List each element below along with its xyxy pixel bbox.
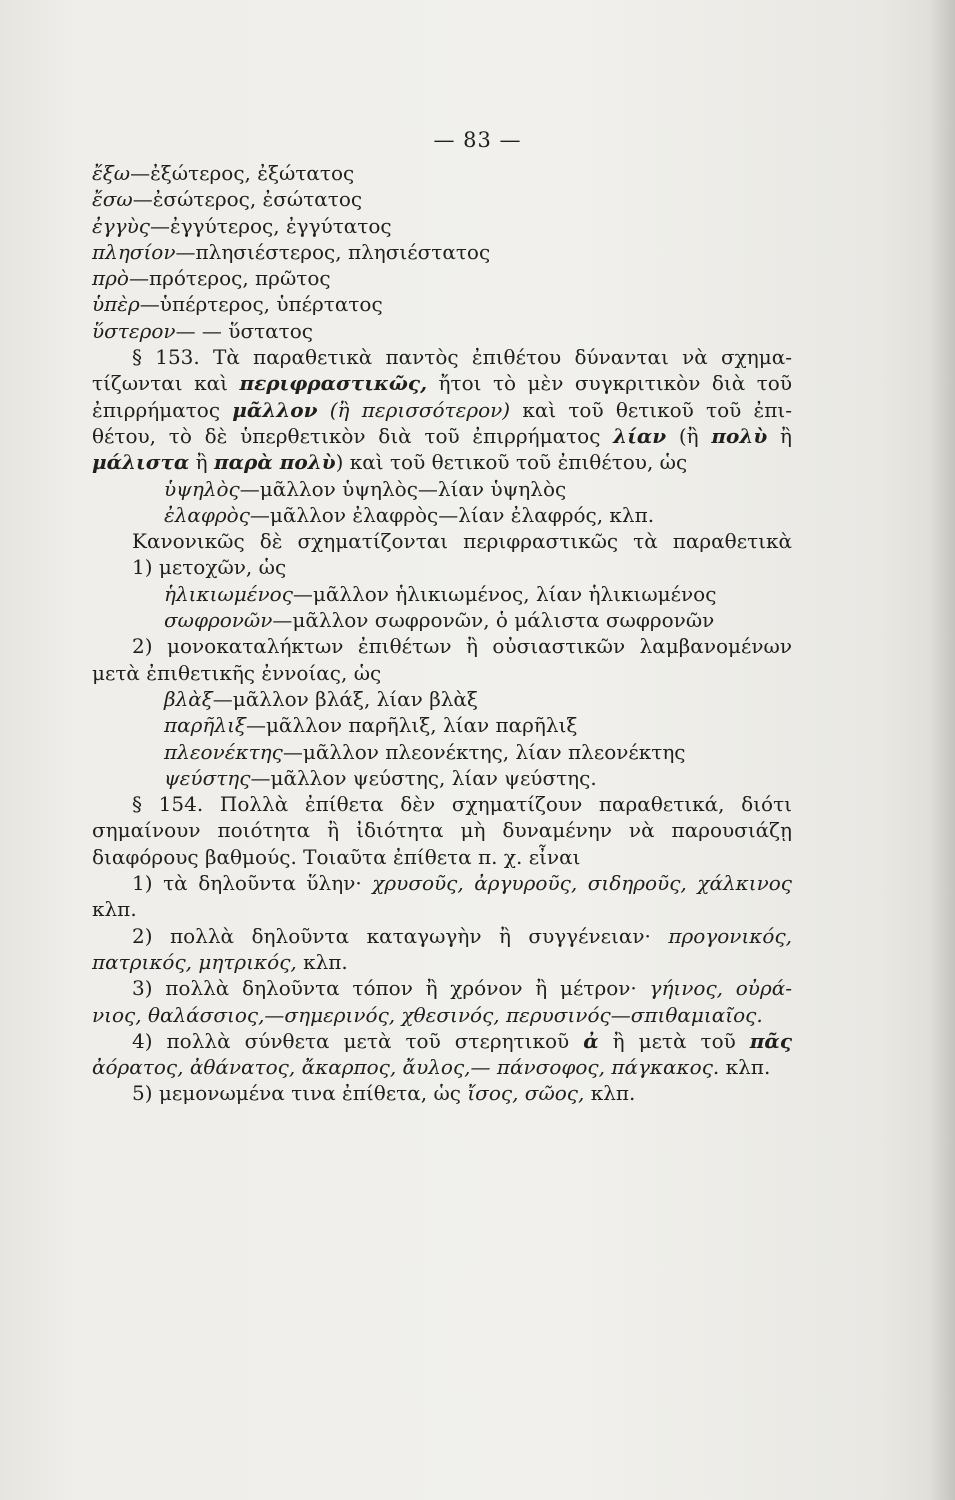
text-line [92, 949, 792, 975]
italic-word: ἴσος, σῶος, [467, 1081, 585, 1106]
text-line [92, 1080, 792, 1106]
text-line [92, 975, 792, 1001]
text-segment: ἢ μετὰ τοῦ [598, 1028, 750, 1053]
text-segment: —μᾶλλον σωφρονῶν, ὁ μάλιστα σωφρονῶν [272, 608, 715, 633]
text-line [92, 528, 792, 554]
bold-term: πᾶς [749, 1028, 793, 1053]
text-segment: —πρότερος, πρῶτος [128, 266, 331, 291]
italic-word: βλὰξ [164, 686, 213, 711]
text-segment: —μᾶλλον ἐλαφρὸς—λίαν ἐλαφρός, κλπ. [249, 502, 655, 527]
bold-term: μάλιστα [92, 450, 190, 475]
text-line [92, 633, 792, 659]
italic-word: ἔσω [92, 187, 133, 212]
text-line [92, 186, 792, 212]
text-segment: —μᾶλλον πλεονέκτης, λίαν πλεονέκτης [282, 739, 686, 764]
text-line [92, 423, 792, 449]
bold-term: ἀ [583, 1028, 599, 1053]
text-segment: —μᾶλλον ψεύστης, λίαν ψεύστης. [250, 765, 597, 790]
text-line [92, 712, 792, 738]
text-segment: τίζωνται καὶ [92, 371, 240, 396]
text-segment: Κανονικῶς δὲ σχηματίζονται περιφραστικῶς τὰ παραθετικὰ [132, 529, 792, 554]
text-segment: — — ὕστατος [175, 318, 313, 343]
text-line [92, 896, 792, 922]
italic-word: ἡλικιωμένος [164, 581, 293, 606]
text-line [92, 476, 792, 502]
text-segment: § 153. Τὰ παραθετικὰ παντὸς ἐπιθέτου δύνανται νὰ σχημα- [132, 345, 792, 370]
text-line [92, 607, 792, 633]
text-line [92, 660, 792, 686]
text-segment: κλπ. [719, 1055, 771, 1080]
italic-word: προγονικός, [668, 923, 792, 948]
text-segment: μετὰ ἐπιθετικῆς ἐννοίας, ὡς [92, 660, 382, 685]
italic-word: ἔξω [92, 161, 131, 185]
text-line [92, 686, 792, 712]
text-segment: καὶ τοῦ θετικοῦ τοῦ ἐπι- [510, 397, 792, 422]
text-line [92, 344, 792, 370]
text-segment: —ἐσώτερος, ἐσώτατος [132, 187, 363, 212]
italic-word: νιος, θαλάσσιος,—σημερινός, χθεσινός, περυσινός—σπιθαμιαῖος. [92, 1002, 763, 1027]
text-line [92, 265, 792, 291]
italic-word: γήινος, οὐρά- [649, 976, 792, 1001]
bold-term: λίαν [613, 423, 667, 448]
text-line [92, 160, 792, 186]
bold-term: περιφραστικῶς, [239, 371, 428, 396]
text-segment: —μᾶλλον βλάξ, λίαν βλὰξ [212, 686, 478, 711]
text-segment: κλπ. [296, 949, 348, 974]
bold-term: πολὺ [711, 423, 768, 448]
text-line [92, 397, 792, 423]
text-segment: ἤτοι τὸ μὲν συγκριτικὸν διὰ τοῦ [427, 371, 792, 396]
text-segment: 4) πολλὰ σύνθετα μετὰ τοῦ στερητικοῦ [132, 1028, 584, 1053]
bold-term: παρὰ πολὺ [214, 450, 336, 475]
text-segment: κλπ. [584, 1081, 636, 1106]
italic-word: παρῆλιξ [164, 713, 246, 738]
text-segment: 2) μονοκαταλήκτων ἐπιθέτων ἢ οὐσιαστικῶν λαμβανομένων [132, 634, 792, 659]
text-segment: κλπ. [92, 897, 137, 922]
text-line [92, 817, 792, 843]
text-line [92, 765, 792, 791]
text-line [92, 1054, 792, 1080]
text-segment: (ἢ [666, 423, 712, 448]
text-line [92, 239, 792, 265]
italic-word: ἐλαφρὸς [164, 502, 250, 527]
text-segment: ἢ [189, 450, 215, 475]
text-segment: ἐπιρρήματος [92, 397, 233, 422]
text-line [92, 844, 792, 870]
page-text-body [92, 160, 792, 1107]
text-segment: 1) τὰ δηλοῦντα ὕλην· [132, 871, 373, 896]
text-segment: —πλησιέστερος, πλησιέστατος [175, 239, 491, 264]
page-edge-shadow [929, 0, 955, 1500]
italic-word: σωφρονῶν [164, 608, 273, 633]
italic-word: χρυσοῦς, ἀργυροῦς, σιδηροῦς, χάλκινος [372, 871, 792, 896]
text-segment: —μᾶλλον ὑψηλὸς—λίαν ὑψηλὸς [239, 476, 567, 501]
text-segment: 5) μεμονωμένα τινα ἐπίθετα, ὡς [132, 1081, 468, 1106]
italic-word: ἀόρατος, ἀθάνατος, ἄκαρπος, ἄυλος,— πάνσοφος, πάγκακος. [92, 1055, 720, 1080]
text-segment: ) καὶ τοῦ θετικοῦ τοῦ ἐπιθέτου, ὡς [335, 450, 688, 475]
text-line [92, 923, 792, 949]
text-segment: § 154. Πολλὰ ἐπίθετα δὲν σχηματίζουν παραθετικά, διότι [132, 792, 792, 817]
text-line [92, 791, 792, 817]
text-line [92, 739, 792, 765]
italic-word: (ἢ περισσότερον) [317, 397, 511, 422]
text-segment: 3) πολλὰ δηλοῦντα τόπον ἢ χρόνον ἢ μέτρον· [132, 976, 650, 1001]
text-line [92, 1028, 792, 1054]
italic-word: ὑπὲρ [92, 292, 140, 317]
text-line [92, 318, 792, 344]
text-line [92, 870, 792, 896]
page-number: — 83 — [433, 128, 522, 152]
text-segment: σημαίνουν ποιότητα ἢ ἰδιότητα μὴ δυναμένην νὰ παρουσιάζῃ [92, 818, 792, 843]
italic-word: πλεονέκτης [164, 739, 283, 764]
text-segment: ἢ [767, 423, 793, 448]
italic-word: πλησίον [92, 239, 176, 264]
italic-word: ὑψηλὸς [164, 476, 240, 501]
text-line [92, 370, 792, 396]
italic-word: ὕστερον [92, 318, 176, 343]
text-segment: —ὑπέρτερος, ὑπέρτατος [139, 292, 383, 317]
italic-word: ψεύστης [164, 765, 251, 790]
text-line [92, 554, 792, 580]
text-line [92, 449, 792, 475]
text-segment: 1) μετοχῶν, ὡς [132, 555, 287, 580]
text-line [92, 581, 792, 607]
text-segment: —μᾶλλον παρῆλιξ, λίαν παρῆλιξ [245, 713, 578, 738]
bold-term: μᾶλλον [232, 397, 318, 422]
text-segment: διαφόρους βαθμούς. Τοιαῦτα ἐπίθετα π. χ. εἶναι [92, 844, 581, 869]
italic-word: πρὸ [92, 266, 129, 291]
text-line [92, 502, 792, 528]
italic-word: πατρικός, μητρικός, [92, 949, 297, 974]
text-segment: 2) πολλὰ δηλοῦντα καταγωγὴν ἢ συγγένειαν· [132, 923, 669, 948]
text-segment: —ἐγγύτερος, ἐγγύτατος [150, 213, 392, 238]
text-line [92, 1002, 792, 1028]
text-line [92, 291, 792, 317]
text-segment: θέτου, τὸ δὲ ὑπερθετικὸν διὰ τοῦ ἐπιρρήματος [92, 423, 614, 448]
text-line [92, 213, 792, 239]
text-segment: —μᾶλλον ἡλικιωμένος, λίαν ἡλικιωμένος [292, 581, 717, 606]
text-segment: —ἐξώτερος, ἐξώτατος [130, 161, 355, 185]
italic-word: ἐγγὺς [92, 213, 150, 238]
